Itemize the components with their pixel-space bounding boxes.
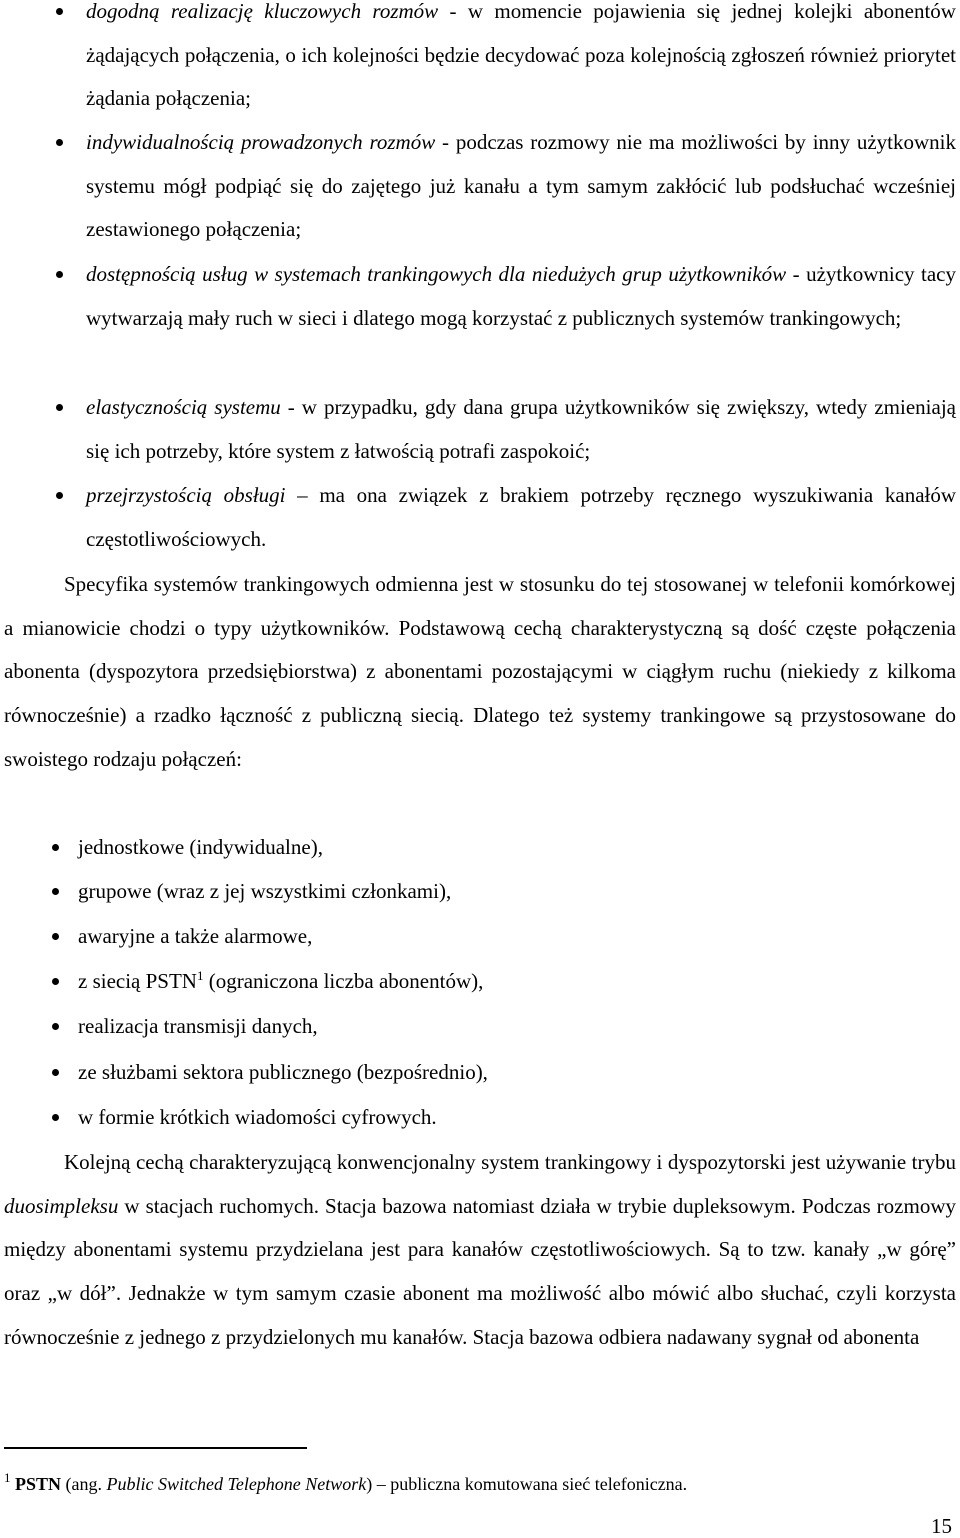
bullet-text: z siecią PSTN <box>78 969 197 993</box>
list-item <box>0 0 960 121</box>
bullet-text: ze służbami sektora publicznego (bezpośrednio), <box>78 1060 488 1084</box>
paragraph-text: Kolejną cechą charakteryzującą konwencjonalny system trankingowy i dyspozytorski jest używanie trybu <box>64 1150 956 1174</box>
bullet-text: grupowe (wraz z jej wszystkimi członkami), <box>78 879 452 903</box>
footnote <box>4 1472 904 1496</box>
list-item <box>0 253 960 340</box>
footnote-text: (ang. <box>61 1474 107 1494</box>
bullet-text: w formie krótkich wiadomości cyfrowych. <box>78 1105 437 1129</box>
bullet-text: - w przypadku, gdy dana grupa użytkowników się zwiększy, wtedy zmieniają się ich potrzeby, które system z łatwością potrafi zaspokoić; <box>86 395 956 463</box>
list-item <box>0 1051 960 1095</box>
list-item <box>0 960 960 1004</box>
bullet-icon <box>56 139 63 146</box>
page-number: 15 <box>931 1514 952 1538</box>
footnote-expansion: Public Switched Telephone Network <box>106 1474 367 1494</box>
paragraph <box>0 563 960 782</box>
bullet-icon <box>52 1023 59 1030</box>
bullet-icon <box>56 492 63 499</box>
bullet-icon <box>56 8 63 15</box>
bullet-icon <box>52 844 59 851</box>
bullet-text: – ma ona związek z brakiem potrzeby ręcznego wyszukiwania kanałów częstotliwościowych. <box>86 483 957 551</box>
footnote-number: 1 <box>4 1470 11 1485</box>
bullet-lead: indywidualnością prowadzonych rozmów <box>86 130 436 154</box>
list-item <box>0 826 960 870</box>
list-item <box>0 1096 960 1140</box>
footnote-definition: ) – publiczna komutowana sieć telefoniczna. <box>366 1474 688 1494</box>
bullet-icon <box>56 271 63 278</box>
paragraph-text-rest: w stacjach ruchomych. Stacja bazowa natomiast działa w trybie dupleksowym. Podczas rozmowy między abonentami systemu przydzielana jest para kanałów częstotliwościowych. Są to tzw. kanały „w górę” oraz „w dół”. Jednakże w tym samym czasie abonent ma możliwość albo mówić albo słuchać, czyli korzysta równocześnie z jednego z przydzielonych mu kanałów. Stacja bazowa odbiera nadawany sygnał od abonenta <box>4 1193 956 1349</box>
bullet-text: - w momencie pojawienia się jednej kolejki abonentów żądających połączenia, o ich kolejności będzie decydować poza kolejnością zgłoszeń również priorytet żądania połączenia; <box>86 0 956 111</box>
paragraph-text: Specyfika systemów trankingowych odmienna jest w stosunku do tej stosowanej w telefonii komórkowej a mianowicie chodzi o typy użytkowników. Podstawową cechą charakterystyczną są dość częste połączenia abonenta (dyspozytora przedsiębiorstwa) z abonentami pozostającymi w ciągłym ruchu (niekiedy z kilkoma równocześnie) a rzadko łączność z publiczną siecią. Dlatego też systemy trankingowe są przystosowane do swoistego rodzaju połączeń: <box>4 572 956 771</box>
list-item <box>0 474 960 561</box>
paragraph-emphasis: duosimpleksu <box>4 1193 119 1218</box>
bullet-text: - użytkownicy tacy wytwarzają mały ruch w sieci i dlatego mogą korzystać z publicznych systemów trankingowych; <box>86 262 956 330</box>
list-item <box>0 121 960 252</box>
bullet-icon <box>52 933 59 940</box>
list-item <box>0 386 960 473</box>
bullet-text: awaryjne a także alarmowe, <box>78 924 313 948</box>
list-item <box>0 870 960 914</box>
bullet-icon <box>52 888 59 895</box>
bullet-lead: dostępnością usług w systemach trankingowych dla niedużych grup użytkowników <box>86 262 787 286</box>
paragraph <box>0 1141 960 1360</box>
footnote-divider <box>4 1447 307 1449</box>
list-item <box>0 915 960 959</box>
footnote-term: PSTN <box>15 1474 62 1494</box>
footnote-ref[interactable]: 1 <box>196 968 204 983</box>
bullet-text: jednostkowe (indywidualne), <box>78 835 323 859</box>
bullet-lead: przejrzystością obsługi <box>86 483 286 507</box>
bullet-text-after: (ograniczona liczba abonentów), <box>203 969 484 993</box>
bullet-icon <box>56 404 63 411</box>
bullet-text: realizacja transmisji danych, <box>78 1014 318 1038</box>
bullet-lead: dogodną realizację kluczowych rozmów <box>86 0 439 23</box>
list-item <box>0 1005 960 1049</box>
bullet-lead: elastycznością systemu <box>86 395 281 419</box>
bullet-icon <box>52 1114 59 1121</box>
bullet-icon <box>52 1069 59 1076</box>
bullet-icon <box>52 978 59 985</box>
bullet-text: - podczas rozmowy nie ma możliwości by inny użytkownik systemu mógł podpiąć się do zajętego już kanału a tym samym zakłócić lub podsłuchać wcześniej zestawionego połączenia; <box>86 130 956 242</box>
